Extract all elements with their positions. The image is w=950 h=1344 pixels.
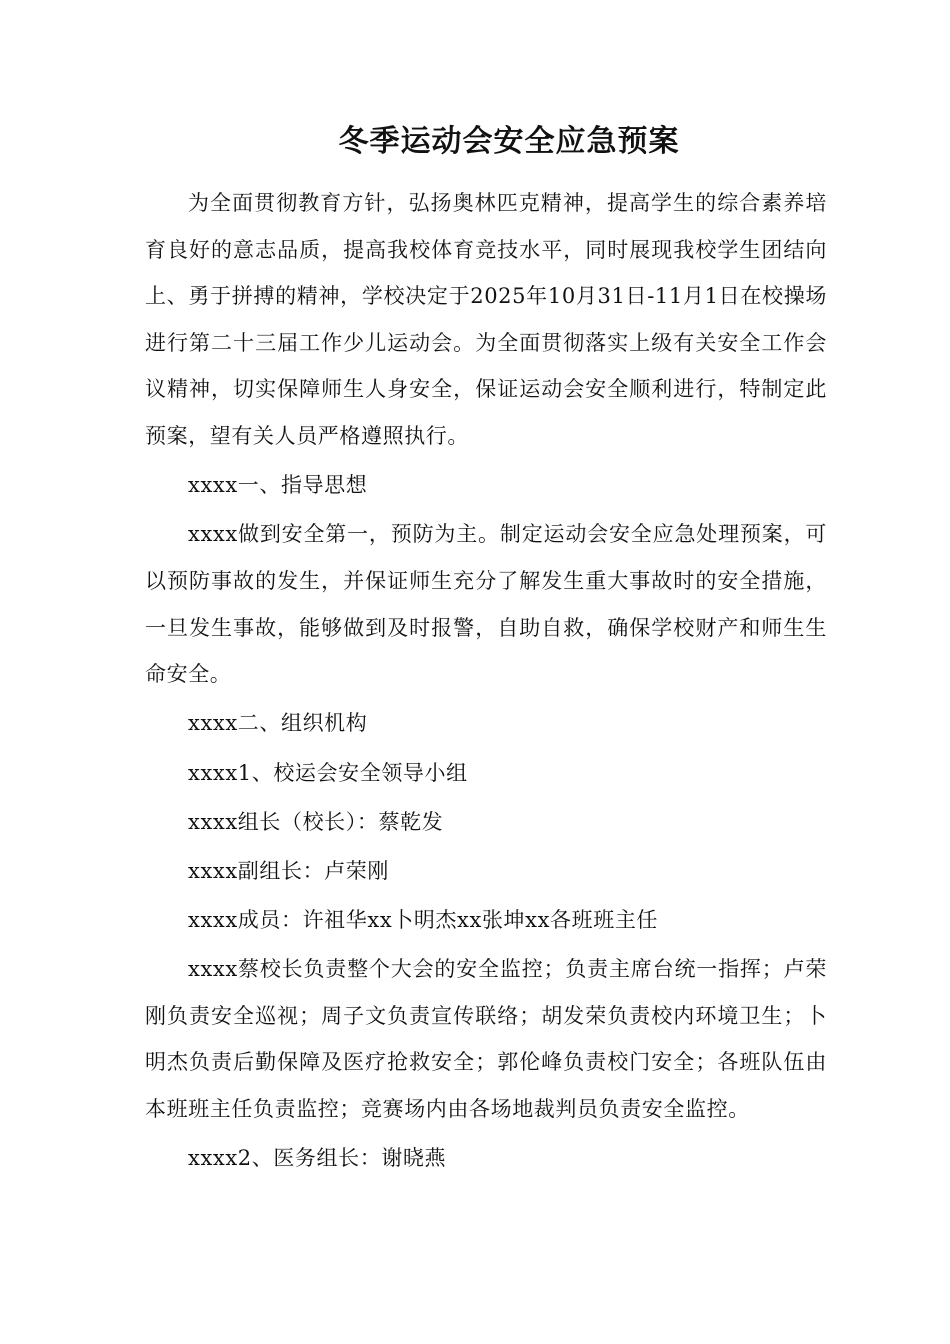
subheading-medical-leader: xxxx2、医务组长：谢晓燕 [188,1146,447,1171]
group-members: xxxx成员：许祖华xx卜明杰xx张坤xx各班班主任 [188,908,659,933]
paragraph-guiding-thought: xxxx做到安全第一，预防为主。制定运动会安全应急处理预案，可以预防事故的发生，并保证师生充分了解发生重大事故时的安全措施，一旦发生事故，能够做到及时报警，自助自救，确保学校财产和师生生命安全。 [145,522,827,687]
group-leader: xxxx组长（校长）：蔡乾发 [188,809,444,834]
document-body [145,180,827,1182]
paragraph-responsibilities: xxxx蔡校长负责整个大会的安全监控；负责主席台统一指挥；卢荣刚负责安全巡视；周子文负责宣传联络；胡发荣负责校内环境卫生；卜明杰负责后勤保障及医疗抢救安全；郭伦峰负责校门安全；各班队伍由本班班主任负责监控；竞赛场内由各场地裁判员负责安全监控。 [145,957,827,1122]
paragraph-intro: 为全面贯彻教育方针，弘扬奥林匹克精神，提高学生的综合素养培育良好的意志品质，提高我校体育竞技水平，同时展现我校学生团结向上、勇于拼搏的精神，学校决定于2025年10月31日-11月1日在校操场进行第二十三届工作少儿运动会。为全面贯彻落实上级有关安全工作会议精神，切实保障师生人身安全，保证运动会安全顺利进行，特制定此预案，望有关人员严格遵照执行。 [145,191,827,448]
deputy-leader: xxxx副组长：卢荣刚 [188,858,389,883]
heading-guiding-thought: xxxx一、指导思想 [188,473,368,498]
document-title: 冬季运动会安全应急预案 [338,124,680,159]
heading-organization: xxxx二、组织机构 [188,711,368,736]
subheading-safety-group: xxxx1、校运会安全领导小组 [188,760,468,785]
